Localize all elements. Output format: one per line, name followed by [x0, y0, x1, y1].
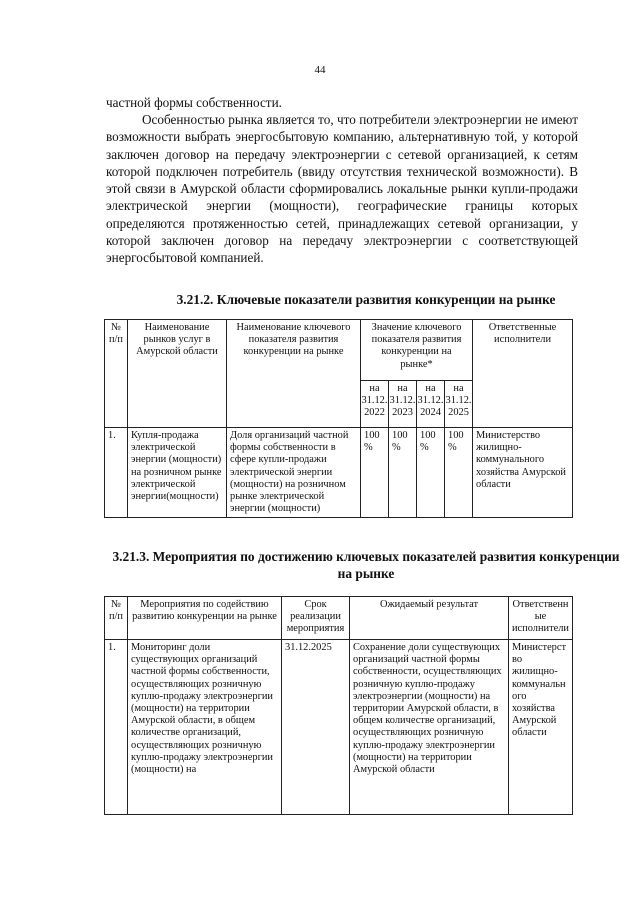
table-row — [105, 428, 573, 518]
header-market: Наименование рынков услуг в Амурской области — [128, 320, 227, 428]
row-term: 31.12.2025 — [282, 640, 350, 815]
header-term: Срок реализации мероприятия — [282, 597, 350, 640]
row-market: Купля-продажа электрической энергии (мощности) на розничном рынке электрической энергии(мощности) — [128, 428, 227, 518]
paragraph-market-features: Особенностью рынка является то, что потребители электроэнергии не имеют возможности выбрать энергосбытовую компанию, альтернативную той, у которой заключен договор на передачу электроэнергии с сетевой организацией, к сетям которой подключен потребитель (ввиду отсутствия технической возможности). В этой связи в Амурской области сформировались локальные рынки купли-продажи электрической энергии (мощности), географические границы которых определяются протяженностью сетей, принадлежащих сетевой организации, у которой заключен договор на передачу электроэнергии с соответствующей энергосбытовой компанией. — [106, 112, 578, 266]
paragraph-intro-end: частной формы собственности. — [106, 95, 282, 110]
section-title-key-indicators: 3.21.2. Ключевые показатели развития конкуренции на рынке — [176, 292, 556, 307]
header-executors: Ответственные исполнители — [509, 597, 573, 640]
row-executors: Министерство жилищно-коммунального хозяйства Амурской области — [509, 640, 573, 815]
header-result: Ожидаемый результат — [350, 597, 509, 640]
header-executors: Ответственные исполнители — [473, 320, 573, 428]
row-num: 1. — [105, 428, 128, 518]
measures-table — [104, 596, 573, 815]
header-value: Значение ключевого показателя развития конкуренции на рынке* — [361, 320, 473, 381]
row-indicator: Доля организаций частной формы собственности в сфере купли-продажи электрической энергии (мощности) на розничном рынке электрической энергии (мощности) — [227, 428, 361, 518]
row-value-2025: 100 % — [445, 428, 473, 518]
header-year-2024: на 31.12. 2024 — [417, 381, 445, 428]
key-indicators-table — [104, 319, 573, 518]
row-measure: Мониторинг доли существующих организаций частной формы собственности, осуществляющих розничную куплю-продажу электроэнергии (мощности) на территории Амурской области, в общем количестве организаций, осуществляющих розничную куплю-продажу электроэнергии (мощности) на — [128, 640, 282, 815]
row-num: 1. — [105, 640, 128, 815]
row-value-2024: 100 % — [417, 428, 445, 518]
row-executors: Министерство жилищно-коммунального хозяйства Амурской области — [473, 428, 573, 518]
row-value-2023: 100 % — [389, 428, 417, 518]
header-indicator: Наименование ключевого показателя развития конкуренции на рынке — [227, 320, 361, 428]
row-value-2022: 100 % — [361, 428, 389, 518]
header-year-2023: на 31.12. 2023 — [389, 381, 417, 428]
header-year-2025: на 31.12. 2025 — [445, 381, 473, 428]
row-result: Сохранение доли существующих организаций частной формы собственности, осуществляющих розничную куплю-продажу электроэнергии (мощности) на территории Амурской области, в общем количестве организаций, осуществляющих розничную куплю-продажу электроэнергии (мощности) на территории Амурской области — [350, 640, 509, 815]
header-measure: Мероприятия по содействию развитию конкуренции на рынке — [128, 597, 282, 640]
table-row — [105, 640, 573, 815]
header-num: № п/п — [105, 597, 128, 640]
page-number: 44 — [314, 64, 326, 76]
section-title-measures: 3.21.3. Мероприятия по достижению ключевых показателей развития конкуренции на рынке — [112, 549, 620, 581]
header-year-2022: на 31.12. 2022 — [361, 381, 389, 428]
header-num: № п/п — [105, 320, 128, 428]
